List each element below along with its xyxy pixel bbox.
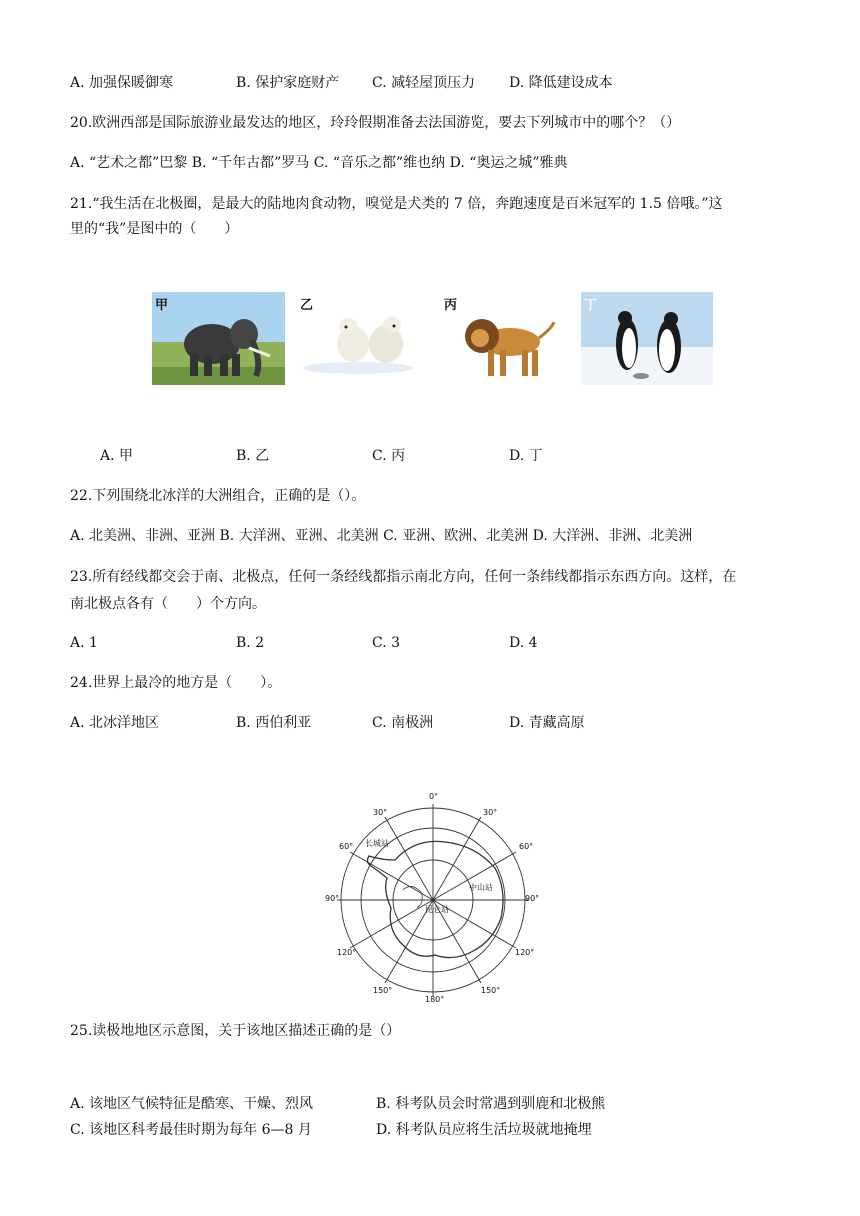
q24-option-d: D. 青藏高原 [509,715,585,731]
penguin-photo [581,292,713,385]
q21-option-c: C. 丙 [372,448,406,464]
q24-option-c: C. 南极洲 [372,715,434,731]
q23-stem-line2: 南北极点各有（ ）个方向。 [70,596,266,612]
q21-option-a: A. 甲 [100,448,134,464]
map-label-60e: 60° [519,842,534,851]
antarctica-polar-map [325,790,540,1005]
q25-option-c: C. 该地区科考最佳时期为每年 6—8 月 [70,1122,312,1138]
map-label-120e: 120° [515,948,535,957]
q21-stem-line2: 里的“我”是图中的（ ） [70,221,239,237]
q23-option-b: B. 2 [236,635,265,651]
map-label-150e: 150° [481,986,501,995]
elephant-photo [152,292,285,385]
polar-bear-photo [298,292,423,385]
q25-stem: 25.读极地地区示意图，关于该地区描述正确的是（） [70,1023,401,1039]
map-label-180: 180° [425,995,445,1004]
q20-stem: 20.欧洲西部是国际旅游业最发达的地区，玲玲假期准备去法国游览，要去下列城市中的哪个？（） [70,115,681,131]
map-label-120w: 120° [337,948,357,957]
q22-options: A. 北美洲、非洲、亚洲 B. 大洋洲、亚洲、北美洲 C. 亚洲、欧洲、北美洲 D. 大洋洲、非洲、北美洲 [70,528,693,544]
q25-option-b: B. 科考队员会时常遇到驯鹿和北极熊 [376,1096,606,1112]
q20-options: A. “艺术之都”巴黎 B. “千年古都”罗马 C. “音乐之都”维也纳 D. “奥运之城”雅典 [70,155,568,171]
map-label-0: 0° [429,792,439,801]
q23-option-a: A. 1 [70,635,98,651]
q23-option-d: D. 4 [509,635,538,651]
q24-option-b: B. 西伯利亚 [236,715,312,731]
image-label-yi: 乙 [300,298,314,313]
q23-option-c: C. 3 [372,635,401,651]
q19-option-a: A. 加强保暖御寒 [70,75,174,91]
map-label-zhongshan: 中山站 [469,883,493,892]
q21-option-b: B. 乙 [236,448,270,464]
q19-option-b: B. 保护家庭财产 [236,75,340,91]
q24-option-a: A. 北冰洋地区 [70,715,160,731]
q22-stem: 22.下列围绕北冰洋的大洲组合，正确的是（）。 [70,488,366,504]
map-label-150w: 150° [373,986,393,995]
q21-option-d: D. 丁 [509,448,543,464]
q25-option-a: A. 该地区气候特征是酷寒、干燥、烈风 [70,1096,314,1112]
map-label-90w: 90° [325,894,340,903]
map-label-30w: 30° [373,808,388,817]
q19-option-d: D. 降低建设成本 [509,75,613,91]
map-label-great-wall: 长城站 [365,839,389,848]
q24-stem: 24.世界上最冷的地方是（ ）。 [70,675,282,691]
map-label-kunlun: 昆仑站 [425,905,449,914]
q21-stem-line1: 21.“我生活在北极圈，是最大的陆地肉食动物，嗅觉是犬类的 7 倍，奔跑速度是百米冠军的 1.5 倍哦。”这 [70,196,723,212]
image-label-bing: 丙 [444,298,458,313]
map-label-60w: 60° [339,842,354,851]
image-label-jia: 甲 [155,298,169,313]
q23-stem-line1: 23.所有经线都交会于南、北极点，任何一条经线都指示南北方向，任何一条纬线都指示东西方向。这样，在 [70,569,737,585]
map-label-30e: 30° [483,808,498,817]
map-label-90e: 90° [525,894,540,903]
q19-option-c: C. 减轻屋顶压力 [372,75,476,91]
lion-photo [442,292,562,385]
q25-option-d: D. 科考队员应将生活垃圾就地掩埋 [376,1122,592,1138]
image-label-ding: 丁 [584,298,598,313]
